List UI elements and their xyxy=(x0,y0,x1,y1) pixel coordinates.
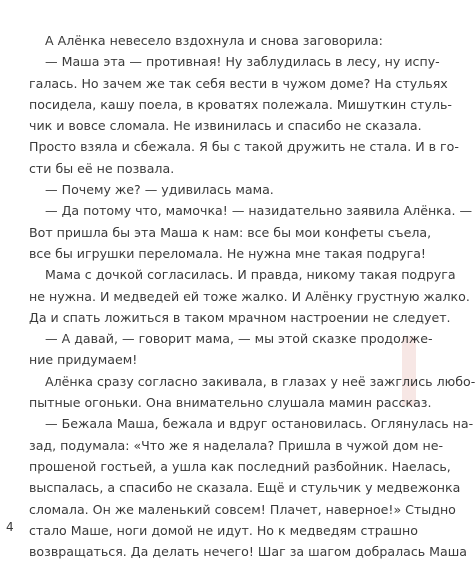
text-line: Мама с дочкой согласилась. И правда, никому такая подруга xyxy=(45,267,456,283)
text-line: — Почему же? — удивилась мама. xyxy=(45,182,274,198)
text-line: все бы игрушки переломала. Не нужна мне такая подруга! xyxy=(29,245,426,261)
text-line: — Бежала Маша, бежала и вдруг остановилась. Оглянулась на- xyxy=(45,416,474,432)
text-line: — Да потому что, мамочка! — назидательно заявила Алёнка. — xyxy=(45,203,473,219)
text-line: ние придумаем! xyxy=(29,352,138,368)
text-line: возвращаться. Да делать нечего! Шаг за шагом добралась Маша xyxy=(29,544,468,560)
text-line: стало Маше, ноги домой не идут. Но к медведям страшно xyxy=(29,522,418,538)
text-line: Вот пришла бы эта Маша к нам: все бы мои конфеты съела, xyxy=(29,224,432,240)
story-text xyxy=(29,30,475,562)
text-line: галась. Но зачем же так себя вести в чужом доме? На стульях xyxy=(29,75,448,91)
page-number: 4 xyxy=(6,520,14,534)
text-line: прошеной гостьей, а ушла как последний разбойник. Наелась, xyxy=(29,458,451,474)
text-line: не нужна. И медведей ей тоже жалко. И Алёнку грустную жалко. xyxy=(29,288,470,304)
text-line: Просто взяла и сбежала. Я бы с такой дружить не стала. И в го- xyxy=(29,139,459,155)
text-line: чик и вовсе сломала. Не извинилась и спасибо не сказала. xyxy=(29,118,422,134)
text-line: выспалась, а спасибо не сказала. Ещё и стульчик у медвежонка xyxy=(29,480,461,496)
text-line: зад, подумала: «Что же я наделала? Пришла в чужой дом не- xyxy=(29,437,444,453)
text-line: сти бы её не позвала. xyxy=(29,160,175,176)
text-line: — А давай, — говорит мама, — мы этой сказке продолже- xyxy=(45,331,433,347)
text-line: сломала. Он же маленький совсем! Плачет, наверное!» Стыдно xyxy=(29,501,456,517)
text-line: А Алёнка невесело вздохнула и снова заговорила: xyxy=(45,33,383,48)
text-line: посидела, кашу поела, в кроватях полежала. Мишуткин стуль- xyxy=(29,96,452,112)
text-line: Алёнка сразу согласно закивала, в глазах у неё зажглись любо- xyxy=(45,373,475,389)
text-line: пытные огоньки. Она внимательно слушала мамин рассказ. xyxy=(29,395,432,411)
text-line: Да и спать ложиться в таком мрачном настроении не следует. xyxy=(29,309,451,325)
text-line: — Маша эта — противная! Ну заблудилась в лесу, ну испу- xyxy=(45,54,440,70)
